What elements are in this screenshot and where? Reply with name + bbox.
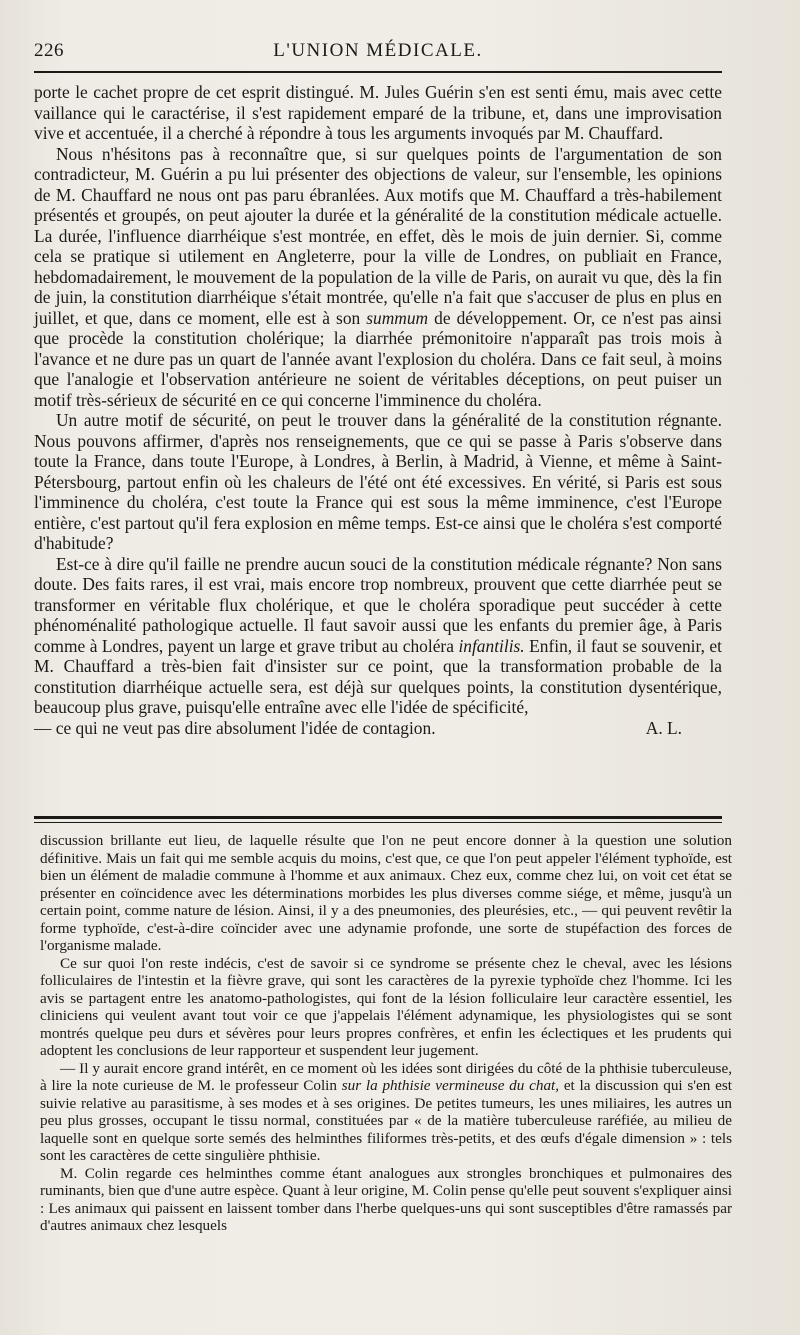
article-text: Nous n'hésitons pas à reconnaître que, si sur quelques points de l'argumentation de son contradicteur, M. Guérin a pu lui présenter des objections de valeur, sur l'ensemble, les opinions de M. Chauffard ne nous ont pas paru ébranlées. Aux motifs que M. Chauffard a très-habilement présentés et groupés, on peut ajouter la durée et la généralité de la constitution médicale actuelle. La durée, l'influence diarrhéique s'est montrée, en effet, dès le mois de juin dernier. Si, comme cela se pratique si utilement en Angleterre, pour la ville de Londres, on publiait en France, hebdomadairement, le mouvement de la population de la ville de Paris, on aurait vu que, dès la fin de juin, la constitution diarrhéique s'était montrée, qu'elle n'a fait que s'accuser de plus en plus en juillet, et que, dans ce moment, elle est à son [34,143,722,328]
article-paragraph: Un autre motif de sécurité, on peut le trouver dans la généralité de la constitution régnante. Nous pouvons affirmer, d'après nos renseignements, que ce qui se passe à Paris s'observe dans toute la France, dans toute l'Europe, à Londres, à Berlin, à Madrid, à Vienne, et même à Saint-Pétersbourg, partout enfin où les chaleurs de l'été ont été excessives. En vérité, si Paris est sous l'imminence du choléra, c'est toute la France qui est sous la même imminence, c'est l'Europe entière, c'est partout qu'il fera explosion en même temps. Est-ce ainsi que le choléra s'est comporté d'habitude? [34,410,722,553]
italic-title: sur la phthisie vermineuse du chat, [341,1077,560,1094]
article-text: Enfin, il faut se souvenir, et M. Chauffard a très-bien fait d'insister sur ce point, que la transformation probable de la constitution diarrhéique actuelle sera, est déjà sur quelques points, la constitution dysentérique, beaucoup plus grave, puisqu'elle entraîne avec elle l'idée de spécificité, [34,635,722,717]
report-paragraph [40,1060,732,1165]
section-rule-thin [34,822,722,823]
author-signature: A. L. [645,717,682,738]
page-header [34,40,722,64]
article-paragraph [34,554,722,718]
editorial-article [34,82,722,738]
section-rule-thick [34,816,722,819]
closing-text: — ce qui ne veut pas dire absolument l'idée de contagion. [34,717,436,738]
report-text: et la discussion qui s'en est suivie relative au parasitisme, à ses modes et à ses origines. De petites tumeurs, les unes miliaires, les autres un peu plus grosses, occupant le tissu normal, constituées par « de la matière tuberculeuse raréfiée, au milieu de laquelle sont en quelque sorte semés des helminthes filiformes très-petits, et des œufs d'égale dimension » : tels sont les caractères de cette singulière phthisie. [40,1077,732,1164]
article-text: de développement. Or, ce n'est pas ainsi que procède la constitution cholérique; la diarrhée prémonitoire n'apparaît pas trois mois à l'avance et ne dure pas un quart de l'année avant l'explosion du choléra. Dans ce fait seul, à moins que l'analogie et l'observation antérieure ne soient de véritables déceptions, on peut puiser un motif très-sérieux de sécurité en ce qui concerne l'imminence du choléra. [34,307,722,410]
italic-term: infantilis. [458,635,525,656]
header-rule [34,71,722,73]
italic-term: summum [366,307,429,328]
running-title: L'UNION MÉDICALE. [273,40,483,61]
report-paragraph: M. Colin regarde ces helminthes comme étant analogues aux strongles bronchiques et pulmonaires des ruminants, bien que d'une autre espèce. Quant à leur origine, M. Colin pense qu'elle peut souvent s'expliquer ainsi : Les animaux qui paissent en laissent tomber dans l'herbe quelques-uns qui sont susceptibles d'être ramassés par d'autres animaux chez lesquels [40,1164,732,1234]
academy-report [40,832,732,1235]
report-paragraph: discussion brillante eut lieu, de laquelle résulte que l'on ne peut encore donner à la question une solution définitive. Mais un fait qui me semble acquis du moins, c'est que, ce que l'on peut appeler l'élément typhoïde, est bien un élément de maladie commune à l'homme et aux animaux. Chez eux, comme chez lui, on voit cet état se présenter en coïncidence avec les déterminations morbides les plus diverses comme siége, et même, jusqu'à un certain point, comme nature de lésion. Ainsi, il y a des pneumonies, des pleurésies, etc., — qui peuvent revêtir la forme typhoïde, c'est-à-dire coïncider avec une adynamie profonde, une sorte de stupéfaction des forces de l'organisme malade. [40,832,732,954]
page-number: 226 [34,40,64,61]
article-text: Est-ce à dire qu'il faille ne prendre aucun souci de la constitution médicale régnante? Non sans doute. Des faits rares, il est vrai, mais encore trop nombreux, prouvent que cette diarrhée peut se transformer en véritable flux cholérique, et que le choléra sporadique peut succéder à cette phénoménalité pathologique actuelle. Il faut savoir aussi que les enfants du premier âge, à Paris comme à Londres, payent un large et grave tribut au choléra [34,553,722,656]
article-paragraph [34,144,722,411]
article-closing-line [34,718,722,739]
article-paragraph: porte le cachet propre de cet esprit distingué. M. Jules Guérin s'en est senti ému, mais avec cette vaillance qui le caractérise, il s'est rapidement emparé de la tribune, et, dans une improvisation vive et accentuée, il a cherché à répondre à tous les arguments invoqués par M. Chauffard. [34,82,722,143]
report-text: — Il y aurait encore grand intérêt, en ce moment où les idées sont dirigées du côté de la phthisie tuberculeuse, à lire la note curieuse de M. le professeur Colin [40,1059,732,1094]
report-paragraph: Ce sur quoi l'on reste indécis, c'est de savoir si ce syndrome se présente chez le cheval, avec les lésions folliculaires de l'intestin et la fièvre grave, qui sont les caractères de la pyrexie typhoïde chez l'homme. Ici les avis se partagent entre les anatomo-pathologistes, qui font de la lésion folliculaire leur caractère essentiel, les cliniciens qui veulent avant tout voir ce que j'appelais l'élément adynamique, les physiologistes qui se sont montrés quelque peu durs et sévères pour leurs propres confrères, et enfin les éclectiques et les prudents qui adoptent les conclusions de leur rapporteur et suspendent leur jugement. [40,954,732,1059]
